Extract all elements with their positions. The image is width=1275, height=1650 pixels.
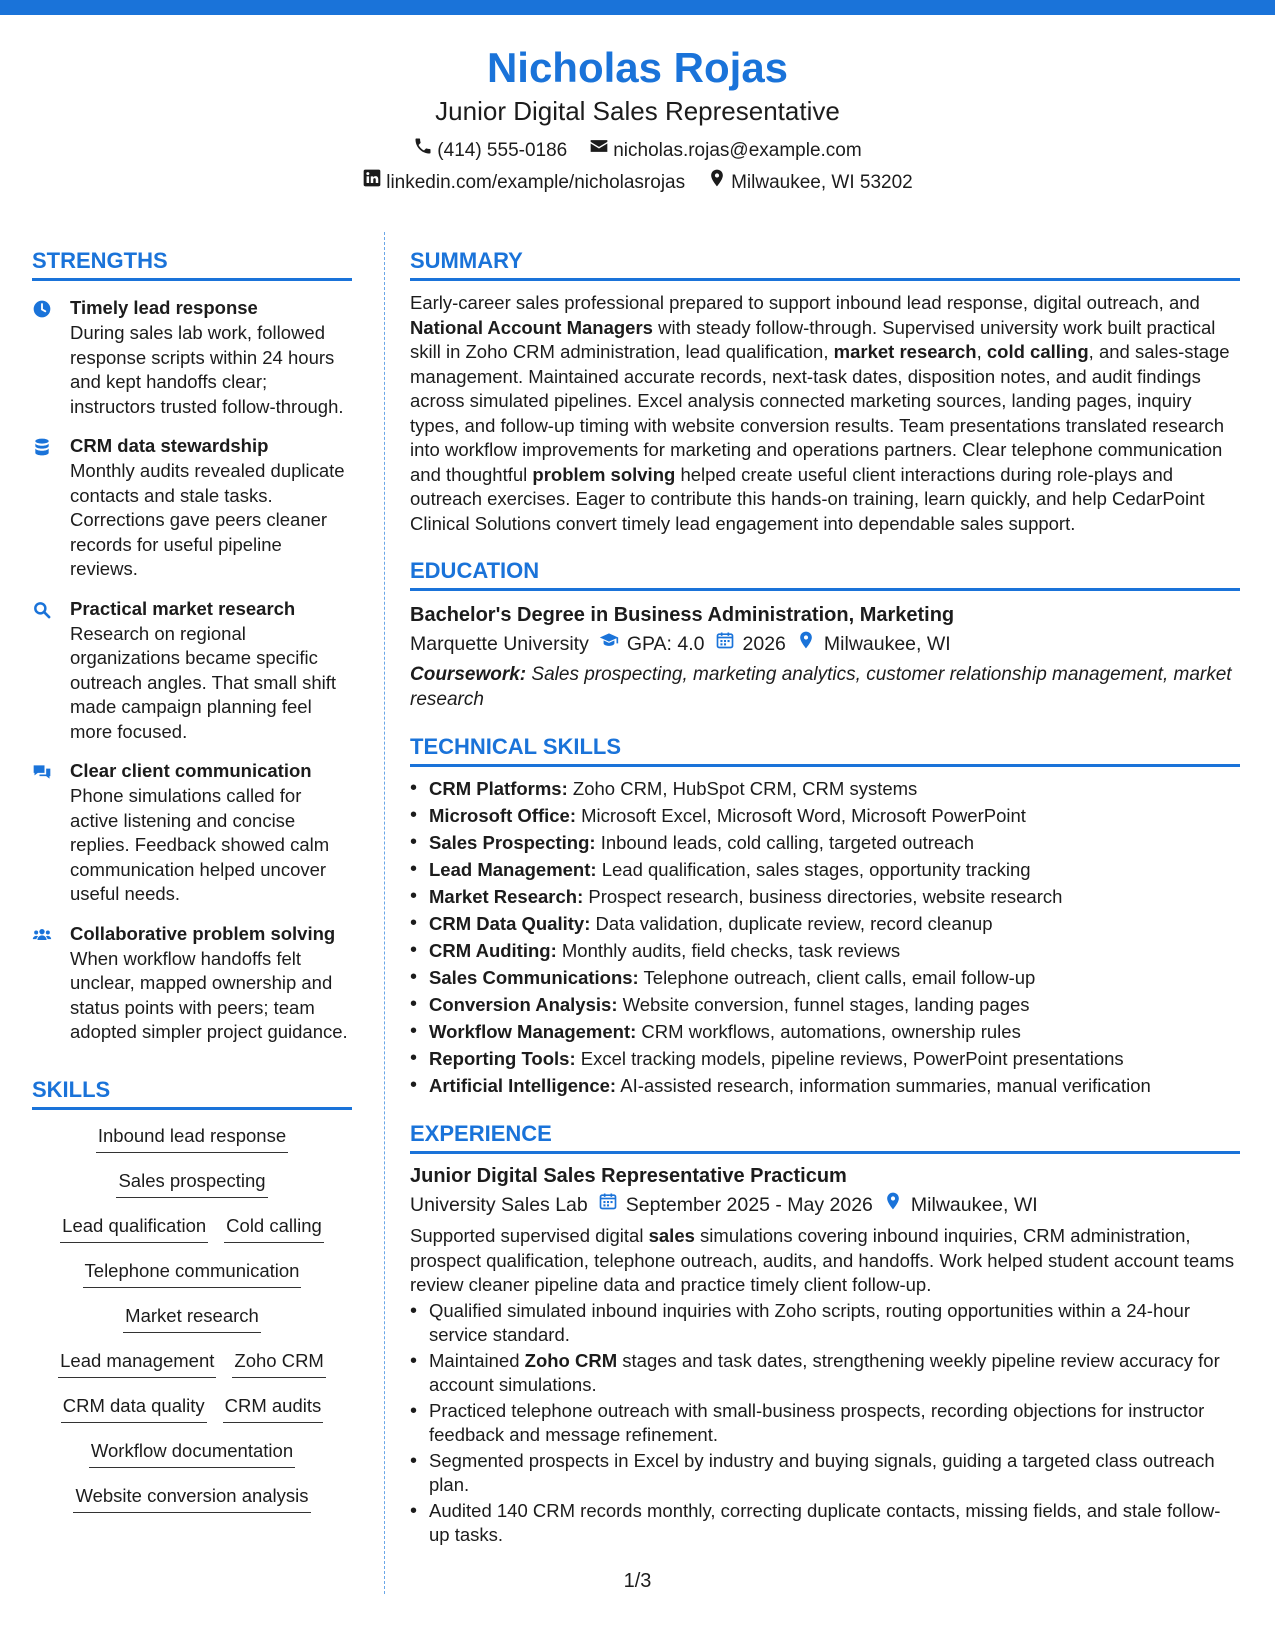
strength-title: CRM data stewardship <box>70 435 269 456</box>
skill-category: Market Research: <box>429 886 584 907</box>
coursework <box>410 663 1240 712</box>
coursework-label: Coursework: <box>410 664 527 685</box>
graduation-year <box>715 629 786 659</box>
gpa-text: GPA: 4.0 <box>626 633 705 655</box>
graduation-cap-icon <box>599 629 619 659</box>
list-item <box>410 1399 1240 1448</box>
list-item <box>410 937 1240 964</box>
skill-tag: Cold calling <box>224 1214 324 1243</box>
text-run: Supported supervised digital <box>410 1225 649 1246</box>
skill-values: Website conversion, funnel stages, landing pages <box>617 994 1030 1015</box>
list-item <box>410 964 1240 991</box>
strength-title: Collaborative problem solving <box>70 922 336 944</box>
list-item <box>410 1018 1240 1045</box>
text-run: Qualified simulated inbound inquiries with Zoho scripts, routing opportunities within a 24-hour service standard. <box>429 1299 1190 1345</box>
skill-values: Lead qualification, sales stages, opportunity tracking <box>596 859 1031 880</box>
resume-header <box>0 42 1275 197</box>
organization-name: University Sales Lab <box>410 1194 588 1216</box>
skill-row <box>32 1394 352 1439</box>
skill-category: CRM Auditing: <box>429 940 557 961</box>
skill-values: AI-assisted research, information summaries, manual verification <box>616 1075 1151 1096</box>
linkedin-icon <box>362 168 382 197</box>
skill-tag: Zoho CRM <box>232 1349 325 1378</box>
users-icon <box>32 921 56 1045</box>
job-bullets <box>410 1299 1240 1548</box>
phone-icon <box>413 136 433 165</box>
text-run: with steady follow-through. Supervised university work built practical skill in Zoho CRM administration, lead qualification, <box>410 316 1216 362</box>
emphasis-text: market research <box>833 341 977 362</box>
skill-values: CRM workflows, automations, ownership rules <box>636 1021 1021 1042</box>
emphasis-text: problem solving <box>532 463 676 485</box>
location-text: Milwaukee, WI <box>823 633 951 655</box>
contact-row-2 <box>0 168 1275 197</box>
strength-item <box>32 921 352 1045</box>
education-meta <box>410 629 1240 659</box>
contact-row-1 <box>0 136 1275 165</box>
column-divider <box>384 232 385 1594</box>
text-run: Segmented prospects in Excel by industry and buying signals, guiding a targeted class outreach plan. <box>429 1449 1215 1495</box>
skill-values: Microsoft Excel, Microsoft Word, Microsoft PowerPoint <box>575 805 1026 826</box>
skills-grid <box>32 1124 352 1529</box>
technical-skills-heading: TECHNICAL SKILLS <box>410 730 1240 767</box>
strength-title: Clear client communication <box>70 760 312 781</box>
location-contact <box>707 168 913 197</box>
phone-text: (414) 555-0186 <box>437 139 568 161</box>
text-run: , <box>976 341 987 362</box>
strength-desc: When workflow handoffs felt unclear, mapped ownership and status points with peers; team adopted simpler project guidance. <box>70 947 348 1042</box>
strength-item <box>32 596 352 745</box>
top-accent-bar <box>0 0 1275 15</box>
skill-tag: CRM audits <box>223 1394 324 1423</box>
text-run: , and sales-stage management. Maintained accurate records, next-task dates, disposition notes, and audit findings across simulated pipelines. Excel analysis connected marketing sources, landing pages, inquiry types, and follow-up timing with website conversion results. Team presentations translated research into workflow improvements for marketing and operations partners. Clear telephone communication and thoughtful <box>410 341 1230 485</box>
list-item <box>410 856 1240 883</box>
skill-category: Conversion Analysis: <box>429 994 618 1015</box>
strength-title: Timely lead response <box>70 297 258 318</box>
strength-item <box>32 758 352 907</box>
skill-tag: Lead qualification <box>60 1214 208 1243</box>
email-text[interactable]: nicholas.rojas@example.com <box>613 139 862 161</box>
gpa <box>599 629 705 659</box>
job-title: Junior Digital Sales Representative Practicum <box>410 1165 847 1187</box>
strength-desc: Research on regional organizations became specific outreach angles. That small shift made campaign planning feel more focused. <box>70 622 336 742</box>
list-item <box>410 802 1240 829</box>
year-text: 2026 <box>742 633 786 655</box>
list-item <box>410 1299 1240 1348</box>
text-run: simulations covering inbound inquiries, CRM administration, prospect qualification, telephone outreach, audits, and handoffs. Work helped student account teams review cleaner pipeline data and practice timely client follow-up. <box>410 1225 1235 1295</box>
skill-tag: Sales prospecting <box>116 1169 267 1198</box>
map-pin-icon <box>883 1190 903 1220</box>
list-item <box>410 1349 1240 1398</box>
skill-row <box>32 1124 352 1169</box>
text-run: stages and task dates, strengthening weekly pipeline review accuracy for account simulations. <box>429 1349 1220 1395</box>
skill-values: Monthly audits, field checks, task reviews <box>556 940 901 961</box>
skill-values: Inbound leads, cold calling, targeted outreach <box>595 832 975 853</box>
emphasis-text: sales <box>648 1225 695 1246</box>
map-pin-icon <box>707 168 727 197</box>
skill-tag: Market research <box>123 1304 261 1333</box>
calendar-icon <box>598 1190 618 1220</box>
candidate-name: Nicholas Rojas <box>486 44 789 91</box>
search-icon <box>32 596 56 745</box>
strength-desc: During sales lab work, followed response scripts within 24 hours and kept handoffs clear; instructors trusted follow-through. <box>70 322 344 417</box>
education-heading: EDUCATION <box>410 554 1240 591</box>
linkedin-text[interactable]: linkedin.com/example/nicholasrojas <box>386 171 686 193</box>
strength-item <box>32 433 352 582</box>
text-run: Maintained <box>429 1349 525 1371</box>
emphasis-text: cold calling <box>986 341 1089 362</box>
strengths-heading: STRENGTHS <box>32 244 352 281</box>
skill-tag: Telephone communication <box>83 1259 302 1288</box>
right-column <box>410 244 1240 1548</box>
text-run: Early-career sales professional prepared to support inbound lead response, digital outreach, and <box>410 292 1200 313</box>
strength-desc: Monthly audits revealed duplicate contacts and stale tasks. Corrections gave peers cleaner records for useful pipeline reviews. <box>70 460 345 579</box>
database-icon <box>32 433 56 582</box>
skill-row <box>32 1169 352 1214</box>
linkedin-contact[interactable] <box>362 168 685 197</box>
emphasis-text: National Account Managers <box>410 316 653 338</box>
list-item <box>410 1045 1240 1072</box>
job-meta <box>410 1190 1240 1220</box>
skill-category: Lead Management: <box>429 859 597 880</box>
location-text: Milwaukee, WI <box>910 1194 1038 1216</box>
strength-title: Practical market research <box>70 597 296 619</box>
job-dates <box>598 1190 873 1220</box>
skill-category: Microsoft Office: <box>429 805 576 826</box>
experience-heading: EXPERIENCE <box>410 1117 1240 1154</box>
degree-title: Bachelor's Degree in Business Administration, Marketing <box>410 604 955 626</box>
phone-contact <box>413 136 567 165</box>
list-item <box>410 1499 1240 1548</box>
list-item <box>410 910 1240 937</box>
page-number: 1/3 <box>623 1570 652 1592</box>
list-item <box>410 883 1240 910</box>
summary-heading: SUMMARY <box>410 244 1240 281</box>
skill-values: Excel tracking models, pipeline reviews, PowerPoint presentations <box>575 1048 1124 1069</box>
coursework-text: Sales prospecting, marketing analytics, customer relationship management, market research <box>410 664 1232 710</box>
skill-row <box>32 1349 352 1394</box>
skill-row <box>32 1259 352 1304</box>
skill-category: Artificial Intelligence: <box>429 1075 617 1096</box>
skill-row <box>32 1484 352 1529</box>
skill-tag: CRM data quality <box>61 1394 207 1423</box>
skill-tag: Lead management <box>58 1349 216 1378</box>
skill-values: Data validation, duplicate review, record cleanup <box>590 913 993 934</box>
technical-skills-list <box>410 775 1240 1099</box>
envelope-icon <box>589 136 609 165</box>
skill-tag: Workflow documentation <box>89 1439 295 1468</box>
skill-category: CRM Data Quality: <box>429 913 591 934</box>
skill-values: Telephone outreach, client calls, email follow-up <box>638 967 1036 988</box>
comments-icon <box>32 758 56 907</box>
school-name: Marquette University <box>410 633 589 655</box>
skills-heading: SKILLS <box>32 1073 352 1110</box>
list-item <box>410 1072 1240 1099</box>
skill-values: Prospect research, business directories, website research <box>583 886 1063 907</box>
education-location <box>796 629 951 659</box>
text-run: Audited 140 CRM records monthly, correcting duplicate contacts, missing fields, and stale follow-up tasks. <box>429 1499 1221 1545</box>
list-item <box>410 991 1240 1018</box>
list-item <box>410 775 1240 802</box>
skill-tag: Inbound lead response <box>96 1124 288 1153</box>
list-item <box>410 1449 1240 1498</box>
strength-item <box>32 295 352 419</box>
email-contact[interactable] <box>589 136 861 165</box>
job-location <box>883 1190 1038 1220</box>
skill-category: Sales Communications: <box>429 967 639 988</box>
location-text: Milwaukee, WI 53202 <box>731 171 913 193</box>
strength-desc: Phone simulations called for active listening and concise replies. Feedback showed calm communication helped uncover useful needs. <box>70 785 330 904</box>
clock-icon <box>32 295 56 419</box>
calendar-icon <box>715 629 735 659</box>
job-description <box>410 1224 1240 1298</box>
skill-category: CRM Platforms: <box>429 778 568 799</box>
skill-category: Sales Prospecting: <box>429 832 596 853</box>
summary-text <box>410 291 1240 536</box>
emphasis-text: Zoho CRM <box>524 1349 618 1371</box>
dates-text: September 2025 - May 2026 <box>625 1194 873 1216</box>
skill-values: Zoho CRM, HubSpot CRM, CRM systems <box>567 778 918 799</box>
left-column <box>32 244 352 1529</box>
text-run: Practiced telephone outreach with small-business prospects, recording objections for instructor feedback and message refinement. <box>429 1399 1205 1445</box>
text-run: helped create useful client interactions during role-plays and outreach exercises. Eager to contribute this hands-on training, learn quickly, and help CedarPoint Clinical Solutions convert timely lead engagement into dependable sales support. <box>410 463 1205 534</box>
candidate-role: Junior Digital Sales Representative <box>435 96 840 126</box>
skill-category: Reporting Tools: <box>429 1048 576 1069</box>
skill-row <box>32 1439 352 1484</box>
skill-category: Workflow Management: <box>429 1021 637 1042</box>
skill-tag: Website conversion analysis <box>73 1484 310 1513</box>
skill-row <box>32 1214 352 1259</box>
map-pin-icon <box>796 629 816 659</box>
list-item <box>410 829 1240 856</box>
skill-row <box>32 1304 352 1349</box>
